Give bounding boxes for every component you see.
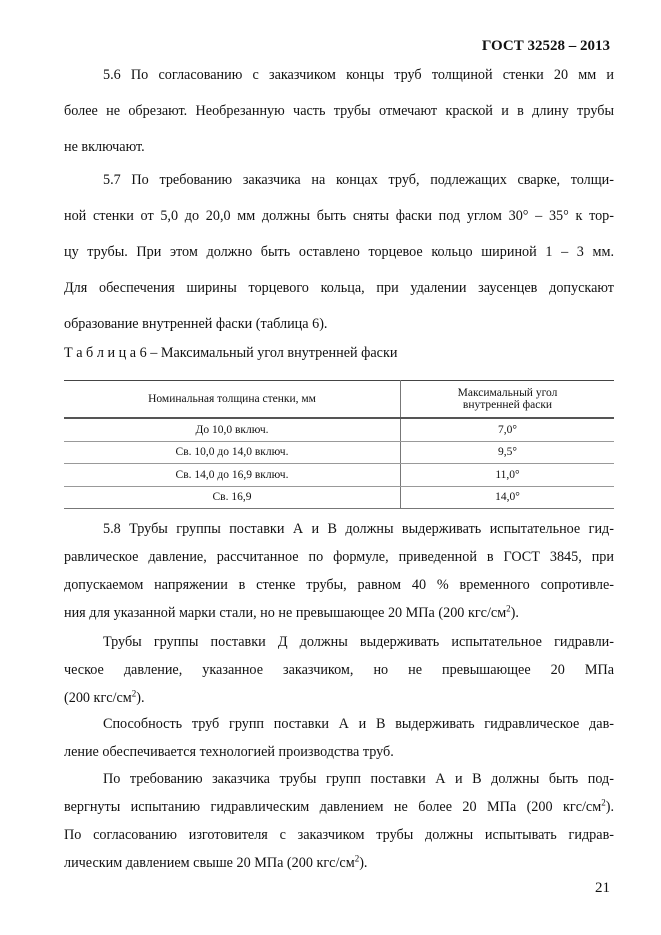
text-fragment: ). xyxy=(359,855,368,871)
table-row xyxy=(64,464,614,487)
header-angle xyxy=(401,381,615,419)
text-fragment: вергнуты испытанию гидравлическим давлением не более 20 МПа (200 кгс/см xyxy=(64,799,602,815)
text-line xyxy=(64,684,614,712)
text-line: цу трубы. При этом должно быть оставлено торцевое кольцо шириной 1 – 3 мм. xyxy=(64,244,614,260)
text-fragment: (200 кгс/см xyxy=(64,690,132,706)
text-line: По требованию заказчика трубы групп поставки А и В должны быть под- xyxy=(103,771,614,787)
table-caption: Т а б л и ц а 6 – Максимальный угол внутренней фаски xyxy=(64,345,398,361)
cell-thickness: Св. 14,0 до 16,9 включ. xyxy=(64,464,401,487)
text-line xyxy=(64,599,614,627)
paragraph-5-8 xyxy=(64,515,614,627)
text-line: ной стенки от 5,0 до 20,0 мм должны быть сняты фаски под углом 30° – 35° к тор- xyxy=(64,208,614,224)
superscript: 2 xyxy=(601,797,606,808)
cell-thickness: До 10,0 включ. xyxy=(64,418,401,441)
paragraph-group-ab xyxy=(64,710,614,766)
table-header-row xyxy=(64,381,614,419)
cell-angle: 9,5° xyxy=(401,441,615,464)
paragraph-5-7 xyxy=(64,162,614,342)
header-angle-line1: Максимальный угол xyxy=(457,387,558,399)
paragraph-test-request xyxy=(64,765,614,877)
text-line: равлическое давление, рассчитанное по формуле, приведенной в ГОСТ 3845, при xyxy=(64,549,614,565)
text-line: ческое давление, указанное заказчиком, но не превышающее 20 МПа xyxy=(64,662,614,678)
text-line: образование внутренней фаски (таблица 6). xyxy=(64,316,328,332)
page-number: 21 xyxy=(595,880,610,896)
superscript: 2 xyxy=(506,603,511,614)
superscript: 2 xyxy=(131,688,137,699)
text-line: допускаемом напряжении в стенке трубы, равном 40 % временного сопротивле- xyxy=(64,577,614,593)
table-row xyxy=(64,418,614,441)
text-line: Способность труб групп поставки А и В выдерживать гидравлическое дав- xyxy=(103,716,614,732)
text-line: По согласованию изготовителя с заказчиком трубы должны испытывать гидрав- xyxy=(64,827,614,843)
text-fragment: ). xyxy=(136,690,145,706)
text-fragment: лическим давлением свыше 20 МПа (200 кгс/см xyxy=(64,855,355,871)
text-line: 5.8 Трубы группы поставки А и В должны выдерживать испытательное гид- xyxy=(103,521,614,537)
cell-angle: 11,0° xyxy=(401,464,615,487)
text-line: 5.7 По требованию заказчика на концах труб, подлежащих сварке, толщи- xyxy=(103,172,614,188)
text-fragment: ). xyxy=(510,605,519,621)
text-fragment: ния для указанной марки стали, но не превышающее 20 МПа (200 кгс/см xyxy=(64,605,507,621)
text-line: ление обеспечивается технологией производства труб. xyxy=(64,744,394,760)
cell-thickness: Св. 10,0 до 14,0 включ. xyxy=(64,441,401,464)
text-line: более не обрезают. Необрезанную часть трубы отмечают краской и в длину трубы xyxy=(64,103,614,119)
cell-angle: 14,0° xyxy=(401,486,615,509)
table-row xyxy=(64,441,614,464)
text-line xyxy=(64,793,614,821)
document-header: ГОСТ 32528 – 2013 xyxy=(481,38,610,54)
text-fragment: ). xyxy=(605,799,614,815)
text-line: Трубы группы поставки Д должны выдерживать испытательное гидравли- xyxy=(103,634,614,650)
paragraph-group-d xyxy=(64,628,614,712)
text-line xyxy=(64,849,614,877)
text-line: Для обеспечения ширины торцевого кольца, при удалении заусенцев допускают xyxy=(64,280,614,296)
text-line: 5.6 По согласованию с заказчиком концы труб толщиной стенки 20 мм и xyxy=(103,67,614,83)
paragraph-5-6 xyxy=(64,57,614,165)
header-thickness: Номинальная толщина стенки, мм xyxy=(64,381,401,419)
cell-thickness: Св. 16,9 xyxy=(64,486,401,509)
superscript: 2 xyxy=(354,853,360,864)
cell-angle: 7,0° xyxy=(401,418,615,441)
header-angle-line2: внутренней фаски xyxy=(462,399,553,411)
chamfer-table xyxy=(64,380,614,509)
text-line: не включают. xyxy=(64,139,145,155)
table-row xyxy=(64,486,614,509)
